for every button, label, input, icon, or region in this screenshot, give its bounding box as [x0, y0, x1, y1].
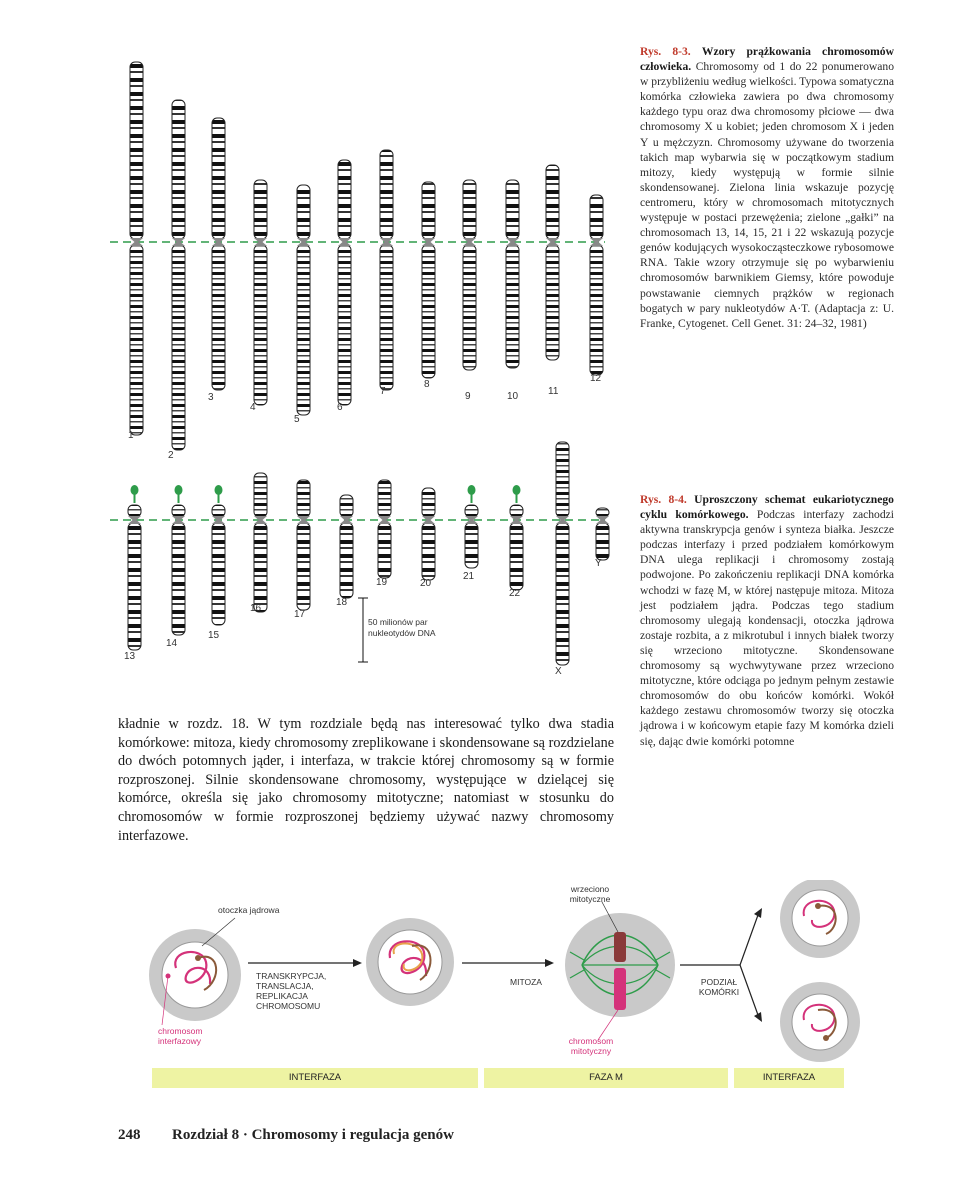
- chromosome-9: [463, 180, 476, 370]
- chromosome-12: [590, 195, 603, 375]
- nuclear-envelope-label: otoczka jądrowa: [218, 905, 280, 915]
- chromosome-label-X: X: [555, 666, 562, 677]
- rRNA-gene-knob: [175, 485, 183, 495]
- figure-8-4-label: Rys. 8-4.: [640, 493, 687, 506]
- rRNA-gene-knob: [513, 485, 521, 495]
- chromosome-1: [130, 62, 143, 435]
- chromosome-15: [212, 485, 225, 625]
- phase-bar-interphase-1: INTERFAZA: [152, 1068, 478, 1088]
- chromosome-label-22: 22: [509, 588, 521, 599]
- chromosome-label-15: 15: [208, 630, 220, 641]
- chromosome-4: [254, 180, 267, 405]
- chromosome-Y: [596, 508, 609, 560]
- rRNA-gene-knob: [131, 485, 139, 495]
- mitotic-chromosome-label: chromosom mitotyczny: [568, 1036, 614, 1056]
- phase-bar-m-phase: FAZA M: [484, 1068, 728, 1088]
- chromosome-6: [338, 160, 351, 405]
- chromosome-label-21: 21: [463, 571, 475, 582]
- chromosome-label-11: 11: [548, 386, 559, 397]
- chromosome-19: [378, 480, 391, 578]
- chromosome-label-10: 10: [507, 391, 519, 402]
- chromosome-label-1: 1: [128, 430, 134, 441]
- running-header: Rozdział 8 · Chromosomy i regulacja genów: [172, 1127, 454, 1143]
- chromosome-5: [297, 185, 310, 415]
- chromosome-label-16: 16: [250, 603, 262, 614]
- chromosome-label-18: 18: [336, 597, 348, 608]
- figure-8-3-caption: [640, 44, 894, 331]
- chromosome-banding-figure: [110, 50, 630, 690]
- chromosome-label-20: 20: [420, 578, 432, 589]
- figure-8-4-text: Podczas interfazy zachodzi aktywna transkrypcja genów i synteza białka. Jeszcze podczas interfazy i przed podziałem komórkowym DNA ulega replikacji i chromosomy zostają podwojone. Po zakończeniu replikacji DNA komórka wchodzi w fazę M, w której następuje mitoza. Mitoza jest podziałem jądra. Podczas tego stadium chromosomy ulegają kondensacji, otoczka jądrowa zostaje rozbita, a z mikrotubul i innych białek tworzy się wrzeciono mitotyczne. Skondensowane chromosomy są wychwytywane przez wrzeciono mitotyczne, które odciąga po jednym pełnym zestawie chromosomów do obu końców komórki. Wokół każdego zestawu chromosomów tworzy się otoczka jądrowa i w końcowym etapie fazy M komórka dzieli się, dając dwie komórki potomne: [640, 508, 894, 748]
- body-paragraph: kładnie w rozdz. 18. W tym rozdziale będą nas interesować tylko dwa stadia komórkowe: mitoza, kiedy chromosomy zreplikowane i skondensowane są rozdzielane do dwóch potomnych jąder, i interfaza, w trakcie której chromosomy są w formie rozproszonej. Silnie skondensowane chromosomy, występujące w dzielącej się komórce, określa się jako chromosomy mitotyczne; natomiast w stosunku do chromosomów w formie rozproszonej będziemy używać nazwy chromosomy interfazowe.: [118, 716, 614, 844]
- chromosome-2: [172, 100, 185, 450]
- chromosome-label-6: 6: [337, 402, 343, 413]
- chromosome-label-3: 3: [208, 392, 214, 403]
- chromosome-label-13: 13: [124, 651, 136, 662]
- daughter-cell-top: [780, 880, 860, 958]
- interphase-cell-1: [149, 929, 241, 1021]
- page-number: 248: [118, 1127, 141, 1143]
- chromosome-label-19: 19: [376, 577, 388, 588]
- chromosome-20: [422, 488, 435, 580]
- figure-8-4-title: Uproszczony schemat eukariotycznego cyklu komórkowego.: [640, 493, 894, 522]
- chromosome-22: [510, 485, 523, 590]
- chromosome-label-17: 17: [294, 609, 306, 620]
- step-mitosis-label: MITOZA: [510, 977, 542, 987]
- daughter-cell-bottom: [780, 982, 860, 1062]
- chromosome-label-5: 5: [294, 414, 300, 425]
- spindle-label: wrzeciono mitotyczne: [569, 884, 611, 904]
- chromosome-label-12: 12: [590, 373, 602, 384]
- chromosome-3: [212, 118, 225, 390]
- chromosome-14: [172, 485, 185, 635]
- chromosome-18: [340, 495, 353, 598]
- scale-label: 50 milionów par nukleotydów DNA: [368, 617, 436, 638]
- rRNA-gene-knob: [215, 485, 223, 495]
- chromosome-7: [380, 150, 393, 390]
- figure-8-3-label: Rys. 8-3.: [640, 45, 691, 58]
- step-cell-division-label: PODZIAŁ KOMÓRKI: [698, 977, 740, 997]
- phase-bar-interphase-2: INTERFAZA: [734, 1068, 844, 1088]
- chromosome-10: [506, 180, 519, 368]
- interphase-cell-2: [366, 918, 454, 1006]
- chromosome-11: [546, 165, 559, 360]
- chromosome-X: [556, 442, 569, 665]
- chromosome-label-8: 8: [424, 379, 430, 390]
- chromosome-label-9: 9: [465, 391, 471, 402]
- chromosome-16: [254, 473, 267, 612]
- figure-8-4-caption: [640, 492, 894, 749]
- rRNA-gene-knob: [468, 485, 476, 495]
- chromosome-label-2: 2: [168, 450, 174, 461]
- mitotic-cell: [565, 913, 675, 1017]
- chromosome-label-7: 7: [380, 386, 386, 397]
- figure-8-3-title: Wzory prążkowania chromosomów człowieka.: [640, 45, 894, 74]
- chromosome-label-4: 4: [250, 402, 256, 413]
- chromosome-label-Y: Y: [595, 558, 602, 569]
- chromosome-13: [128, 485, 141, 650]
- chromosome-label-14: 14: [166, 638, 178, 649]
- step-transcription-label: TRANSKRYPCJA, TRANSLACJA, REPLIKACJA CHROMOSOMU: [256, 971, 327, 1011]
- chromosome-8: [422, 182, 435, 378]
- chromosome-17: [297, 480, 310, 610]
- figure-8-3-text: Chromosomy od 1 do 22 ponumerowano w przybliżeniu według wielkości. Typowa somatyczna komórka człowieka zawiera po dwa chromosomy każdego typu oraz dwa chromosomy płciowe — dwa chromosomy X u kobiet; jeden chromosom X i jeden Y u mężczyzn. Chromosomy używane do tworzenia takich map wybarwia się w początkowym stadium mitozy, kiedy występują w formie silnie skondensowanej. Zielona linia wskazuje pozycję centromeru, który w chromosomach mitotycznych występuje w postaci przewężenia; zielone „gałki” na chromosomach 13, 14, 15, 21 i 22 wskazują pozycje genów kodujących wysokocząsteczkowe rybosomowe RNA. Takie wzory otrzymuje się po wybarwieniu chromosomów barwnikiem Giemsy, które powoduje powstawanie ciemnych prążków w regionach bogatych w pary nukleotydów A·T. (Adaptacja z: U. Franke, Cytogenet. Cell Genet. 31: 24–32, 1981): [640, 60, 894, 330]
- interphase-chromosome-label: chromosom interfazowy: [158, 1026, 203, 1046]
- chromosome-21: [465, 485, 478, 568]
